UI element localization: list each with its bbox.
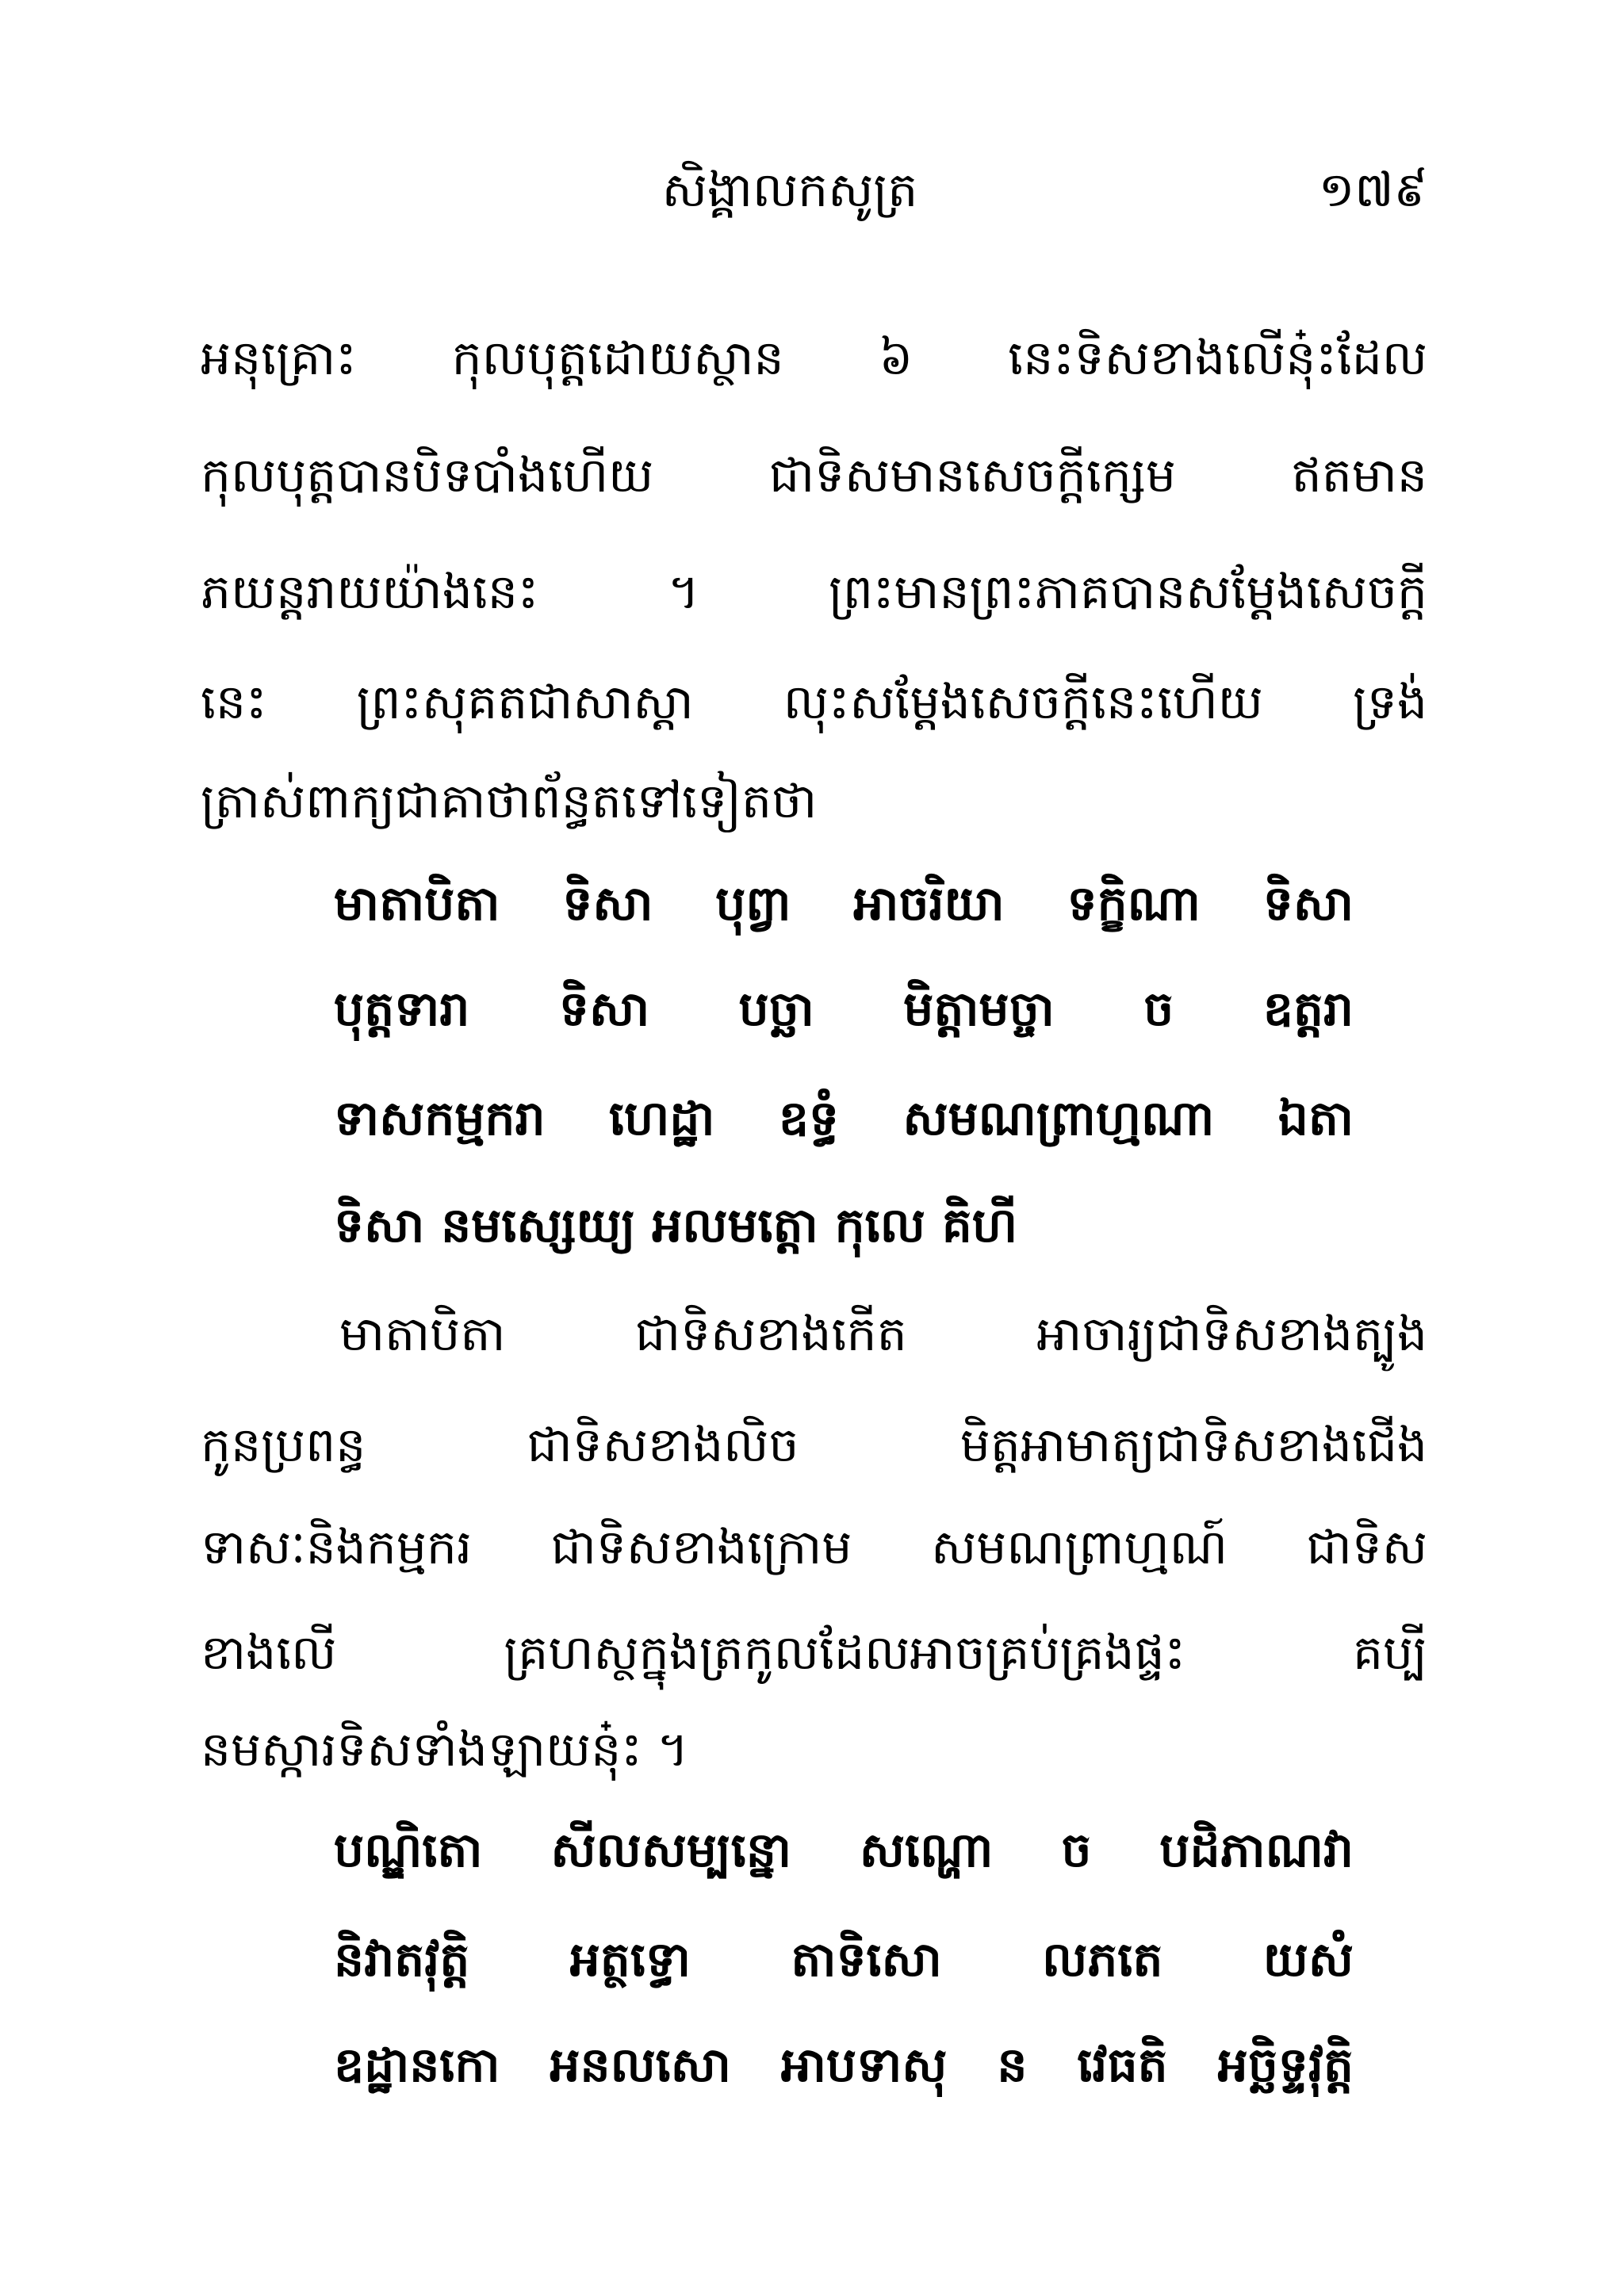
- paragraph-line: មាតាបិតា ជាទិសខាងកើត អាចារ្យជាទិសខាងត្បូង: [339, 1307, 1427, 1362]
- paragraph-line: កុលបុត្តបានបិទបាំងហើយ ជាទិសមានសេចក្តីក្សេម ឥតមាន: [201, 448, 1427, 503]
- verse-line: បុត្តទារា ទិសា បច្ឆា មិត្តាមច្ចា ច ឧត្តរា: [334, 982, 1354, 1037]
- page-number: ១៧៩: [1318, 163, 1427, 218]
- paragraph-line: នមស្ការទិសទាំងឡាយនុ៎ះ ។: [201, 1722, 689, 1777]
- page-title: សិង្គាលកសូត្រ: [661, 163, 918, 218]
- verse-line: ទិសា នមស្សេយ្យ អលមត្តោ កុលេ គិហី: [334, 1198, 1017, 1253]
- paragraph-line: ទាសៈនិងកម្មករ ជាទិសខាងក្រោម សមណព្រាហ្មណ៍ ជាទិស: [201, 1520, 1427, 1575]
- verse-line: បណ្ឌិតោ សីលសម្បន្នោ សណ្ហោ ច បដិភាណវា: [334, 1823, 1354, 1878]
- paragraph-line: អនុគ្រោះ កុលបុត្តដោយស្ថាន ៦ នេះទិសខាងលើនុ៎ះដែល: [201, 331, 1427, 386]
- paragraph-line: ត្រាស់ពាក្យជាគាថាព័ន្ធតទៅទៀតថា: [201, 774, 818, 829]
- paragraph-line: ខាងលើ គ្រហស្ថក្នុងត្រកូលដែលអាចគ្រប់គ្រងផ្ទះ គប្បី: [201, 1625, 1427, 1681]
- verse-line: ឧដ្ឋានកោ អនលសោ អាបទាសុ ន វេធតិ អច្ឆិទ្ទវុត្តិ: [334, 2038, 1354, 2093]
- paragraph-line: នេះ ព្រះសុគតជាសាស្តា លុះសម្តែងសេចក្តីនេះហើយ ទ្រង់: [201, 675, 1427, 730]
- verse-line: និវាតវុត្តិ អត្ថទ្ធោ តាទិសោ លភតេ យសំ: [334, 1932, 1354, 1988]
- paragraph-line: ភយន្តរាយយ៉ាងនេះ ។ ព្រះមានព្រះភាគបានសម្តែងសេចក្តី: [201, 564, 1427, 620]
- paragraph-line: កូនប្រពន្ធ ជាទិសខាងលិច មិត្តអាមាត្យជាទិសខាងជើង: [201, 1418, 1427, 1473]
- verse-line: ទាសកម្មករា ហេដ្ឋា ឧទ្ធំ សមណព្រាហ្មណា ឯតា: [334, 1091, 1354, 1146]
- verse-line: មាតាបិតា ទិសា បុព្វា អាចរិយា ទក្ខិណា ទិសា: [334, 876, 1354, 932]
